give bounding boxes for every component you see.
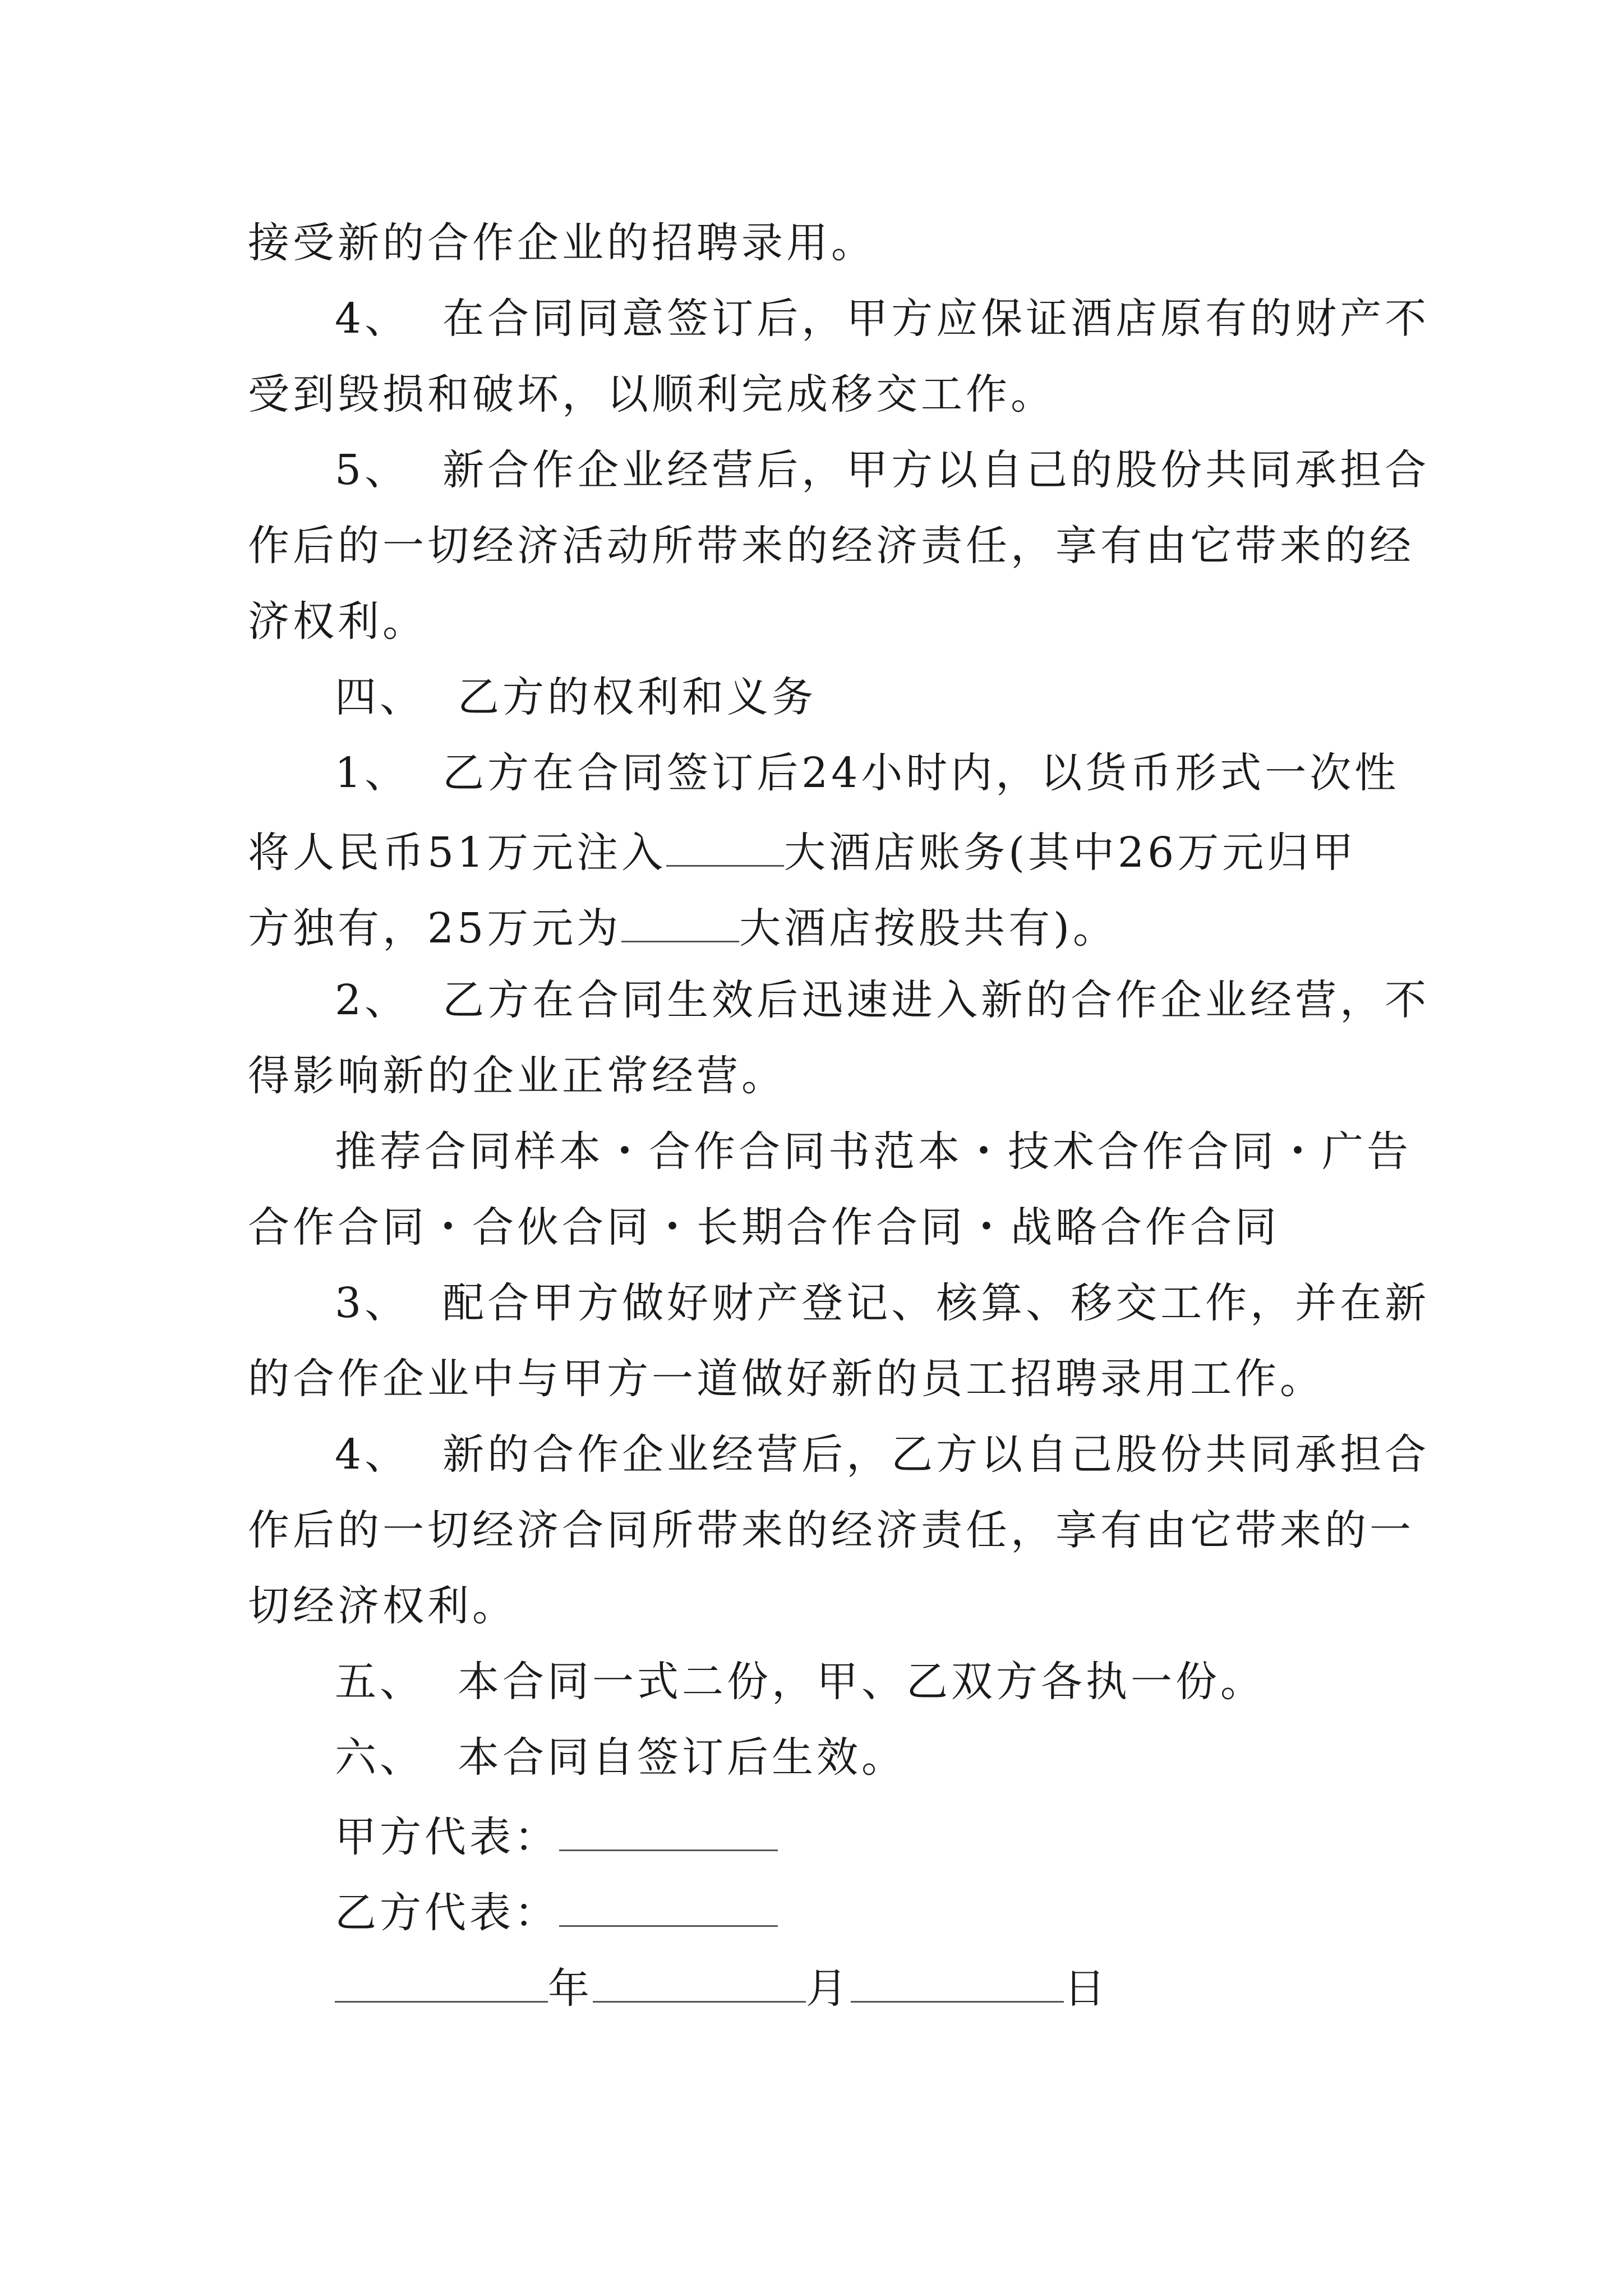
paragraph-line: 5、 新合作企业经营后，甲方以自己的股份共同承担合 <box>335 446 1430 494</box>
party-a-label: 甲方代表： <box>335 1813 559 1861</box>
year-label: 年 <box>548 1964 593 2013</box>
paragraph-line: 五、 本合同一式二份，甲、乙双方各执一份。 <box>335 1658 1266 1706</box>
day-label: 日 <box>1064 1964 1109 2013</box>
paragraph-line: 作后的一切经济合同所带来的经济责任，享有由它带来的一 <box>248 1506 1414 1554</box>
paragraph-line: 1、 乙方在合同签订后24小时内，以货币形式一次性 <box>335 749 1400 797</box>
month-label: 月 <box>806 1964 851 2013</box>
text-segment: 将人民币51万元注入 <box>248 829 667 877</box>
text-segment: 大酒店按股共有)。 <box>739 904 1118 953</box>
paragraph-line: 济权利。 <box>248 597 427 646</box>
month-blank <box>593 1964 806 2003</box>
paragraph-line <box>248 904 1118 953</box>
paragraph-line: 六、 本合同自签订后生效。 <box>335 1733 907 1782</box>
recommended-links: 推荐合同样本・合作合同书范本・技术合作合同・广告 <box>335 1128 1412 1176</box>
paragraph-line: 4、 新的合作企业经营后，乙方以自己股份共同承担合 <box>335 1430 1430 1479</box>
paragraph-line: 3、 配合甲方做好财产登记、核算、移交工作，并在新 <box>335 1279 1430 1327</box>
party-b-signature <box>335 1888 778 1937</box>
paragraph-line: 接受新的合作企业的招聘录用。 <box>248 219 876 267</box>
paragraph-line: 得影响新的企业正常经营。 <box>248 1052 786 1100</box>
paragraph-line: 2、 乙方在合同生效后迅速进入新的合作企业经营，不 <box>335 976 1430 1024</box>
day-blank <box>851 1964 1064 2003</box>
party-a-blank <box>559 1812 778 1851</box>
paragraph-line: 受到毁损和破坏，以顺利完成移交工作。 <box>248 370 1055 418</box>
party-b-blank <box>559 1888 778 1927</box>
text-segment: 方独有，25万元为 <box>248 904 622 953</box>
party-a-signature <box>335 1812 778 1861</box>
paragraph-line: 的合作企业中与甲方一道做好新的员工招聘录用工作。 <box>248 1355 1325 1403</box>
date-line <box>335 1964 1109 2013</box>
fill-in-blank <box>666 828 784 867</box>
recommended-links: 合作合同・合伙合同・长期合作合同・战略合作合同 <box>248 1203 1280 1251</box>
party-b-label: 乙方代表： <box>335 1889 559 1937</box>
section-heading: 四、 乙方的权利和义务 <box>335 673 817 721</box>
paragraph-line: 4、 在合同同意签订后，甲方应保证酒店原有的财产不 <box>335 295 1430 343</box>
paragraph-line: 作后的一切经济活动所带来的经济责任，享有由它带来的经 <box>248 522 1414 570</box>
paragraph-line: 切经济权利。 <box>248 1582 517 1630</box>
fill-in-blank <box>621 904 739 942</box>
year-blank <box>335 1964 548 2003</box>
text-segment: 大酒店账务(其中26万元归甲 <box>784 829 1357 877</box>
paragraph-line <box>248 828 1357 877</box>
